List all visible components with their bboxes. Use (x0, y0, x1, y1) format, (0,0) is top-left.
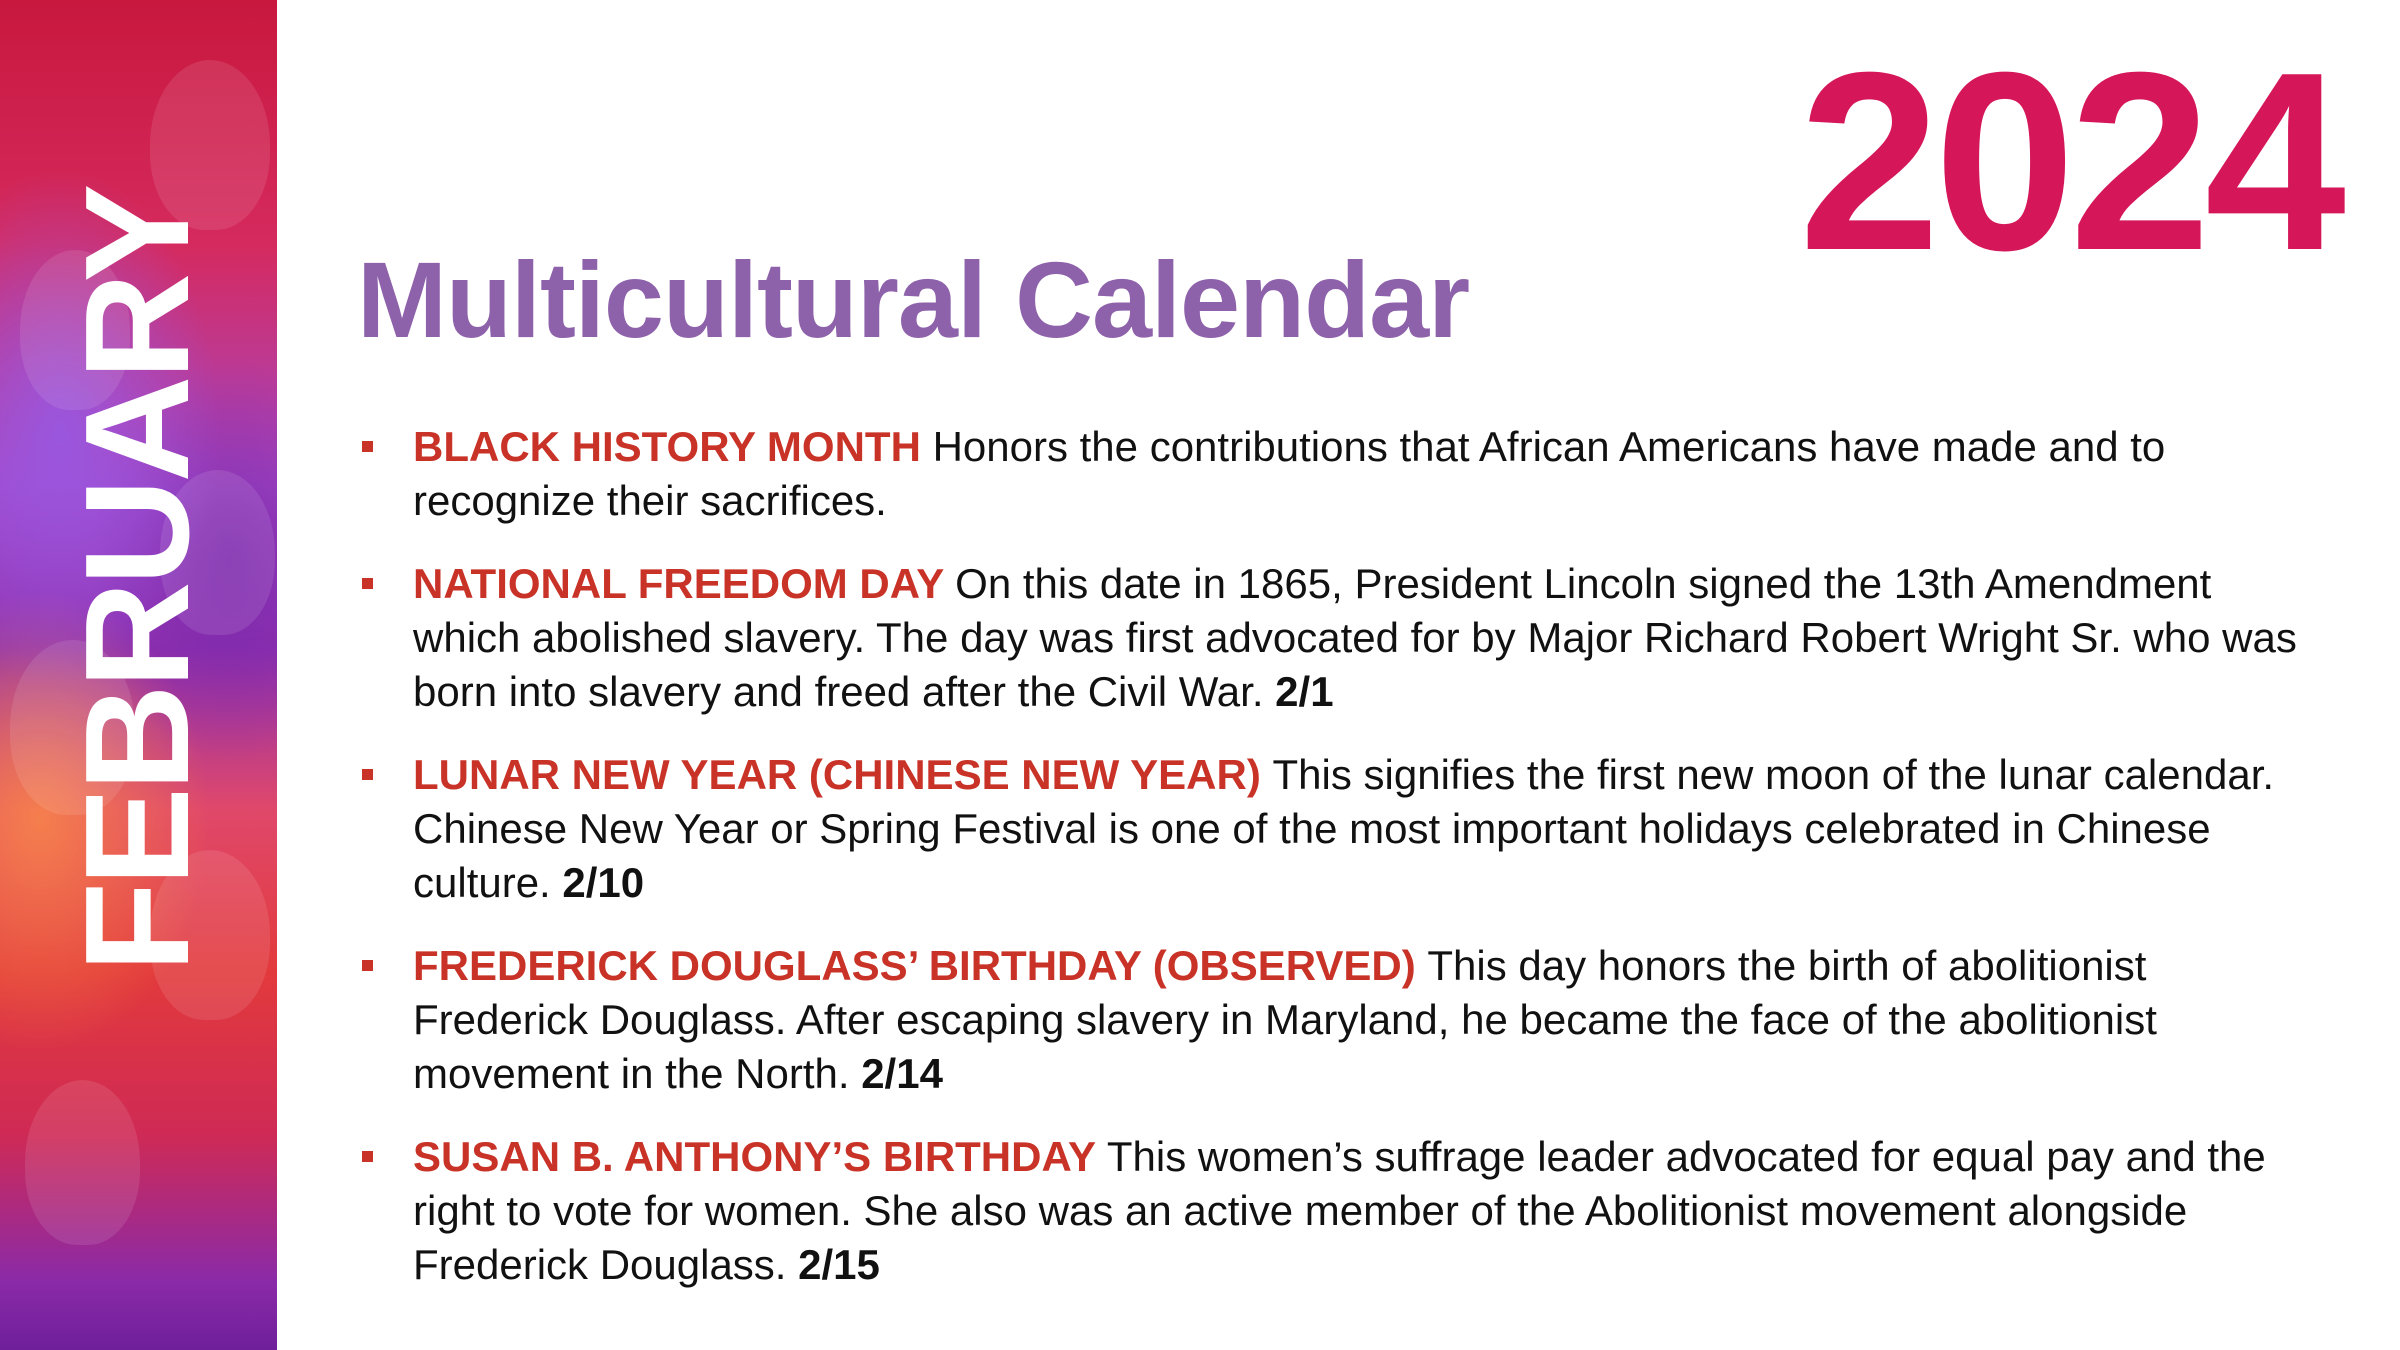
event-name: FREDERICK DOUGLASS’ BIRTHDAY (OBSERVED) (413, 942, 1428, 989)
event-name: LUNAR NEW YEAR (CHINESE NEW YEAR) (413, 751, 1273, 798)
event-date: 2/1 (1275, 668, 1334, 715)
list-item (357, 748, 2297, 910)
bullet-icon (362, 1151, 373, 1162)
month-label: FEBRUARY (55, 187, 220, 973)
page-title: Multicultural Calendar (357, 239, 1470, 360)
bullet-icon (362, 769, 373, 780)
list-item (357, 1130, 2297, 1292)
bullet-icon (362, 960, 373, 971)
event-list (357, 420, 2297, 1321)
bullet-icon (362, 578, 373, 589)
event-description: This day honors the birth of abolitionist Frederick Douglass. After escaping slavery in Maryland, he became the face of the abolitionist movement in the North. (413, 942, 2157, 1097)
event-description: This women’s suffrage leader advocated for equal pay and the right to vote for women. She also was an active member of the Abolitionist movement alongside Frederick Douglass. (413, 1133, 2266, 1288)
list-item (357, 939, 2297, 1101)
event-description: This signifies the first new moon of the lunar calendar. Chinese New Year or Spring Festival is one of the most important holidays celebrated in Chinese culture. (413, 751, 2275, 906)
event-date: 2/15 (798, 1241, 880, 1288)
bullet-icon (362, 441, 373, 452)
event-name: SUSAN B. ANTHONY’S BIRTHDAY (413, 1133, 1107, 1180)
silhouette-decoration (25, 1080, 140, 1245)
event-date: 2/10 (562, 859, 645, 906)
list-item (357, 557, 2297, 719)
list-item (357, 420, 2297, 528)
event-date: 2/14 (861, 1050, 943, 1097)
event-name: NATIONAL FREEDOM DAY (413, 560, 956, 607)
event-description: Honors the contributions that African Americans have made and to recognize their sacrifices. (413, 423, 2166, 524)
event-description: On this date in 1865, President Lincoln signed the 13th Amendment which abolished slavery. The day was first advocated for by Major Richard Robert Wright Sr. who was born into slavery and freed after the Civil War. (413, 560, 2297, 715)
year-heading: 2024 (1798, 19, 2340, 303)
event-name: BLACK HISTORY MONTH (413, 423, 933, 470)
month-banner (0, 0, 277, 1350)
